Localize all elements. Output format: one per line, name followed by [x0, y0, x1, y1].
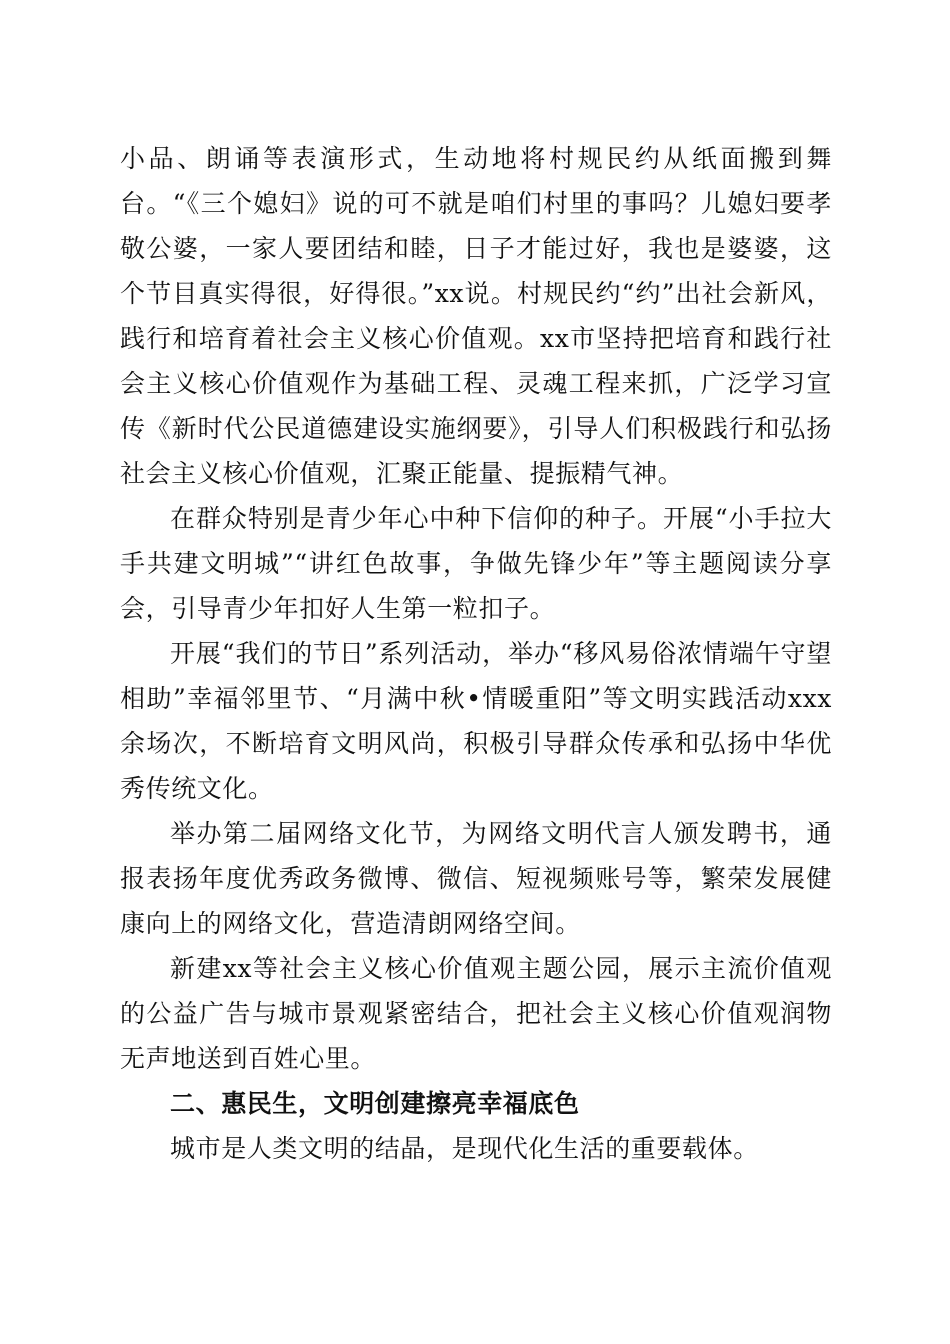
paragraph-city-civilization: 城市是人类文明的结晶，是现代化生活的重要载体。 — [170, 1134, 759, 1163]
section-heading: 二、惠民生，文明创建擦亮幸福底色 — [170, 1089, 580, 1118]
paragraph-festival-activities: 开展“我们的节日”系列活动，举办“移风易俗浓情端午守望相助”幸福邻里节、“月满中秋•情暖重阳”等文明实践活动xxx余场次，不断培育文明风尚，积极引导群众传承和弘扬中华优秀传统文化。 — [120, 639, 832, 803]
paragraph-theme-park: 新建xx等社会主义核心价值观主题公园，展示主流价值观的公益广告与城市景观紧密结合，把社会主义核心价值观润物无声地送到百姓心里。 — [120, 954, 832, 1073]
paragraph-network-culture: 举办第二届网络文化节，为网络文明代言人颁发聘书，通报表扬年度优秀政务微博、微信、短视频账号等，繁荣发展健康向上的网络文化，营造清朗网络空间。 — [120, 819, 832, 938]
paragraph-youth-belief: 在群众特别是青少年心中种下信仰的种子。开展“小手拉大手共建文明城”“讲红色故事，争做先锋少年”等主题阅读分享会，引导青少年扣好人生第一粒扣子。 — [120, 504, 832, 623]
paragraph-village-rules: 小品、朗诵等表演形式，生动地将村规民约从纸面搬到舞台。“《三个媳妇》说的可不就是咱们村里的事吗？儿媳妇要孝敬公婆，一家人要团结和睦，日子才能过好，我也是婆婆，这个节目真实得很，好得很。”xx说。村规民约“约”出社会新风，践行和培育着社会主义核心价值观。xx市坚持把培育和践行社会主义核心价值观作为基础工程、灵魂工程来抓，广泛学习宣传《新时代公民道德建设实施纲要》，引导人们积极践行和弘扬社会主义核心价值观，汇聚正能量、提振精气神。 — [120, 144, 832, 488]
document-body — [120, 136, 832, 1171]
